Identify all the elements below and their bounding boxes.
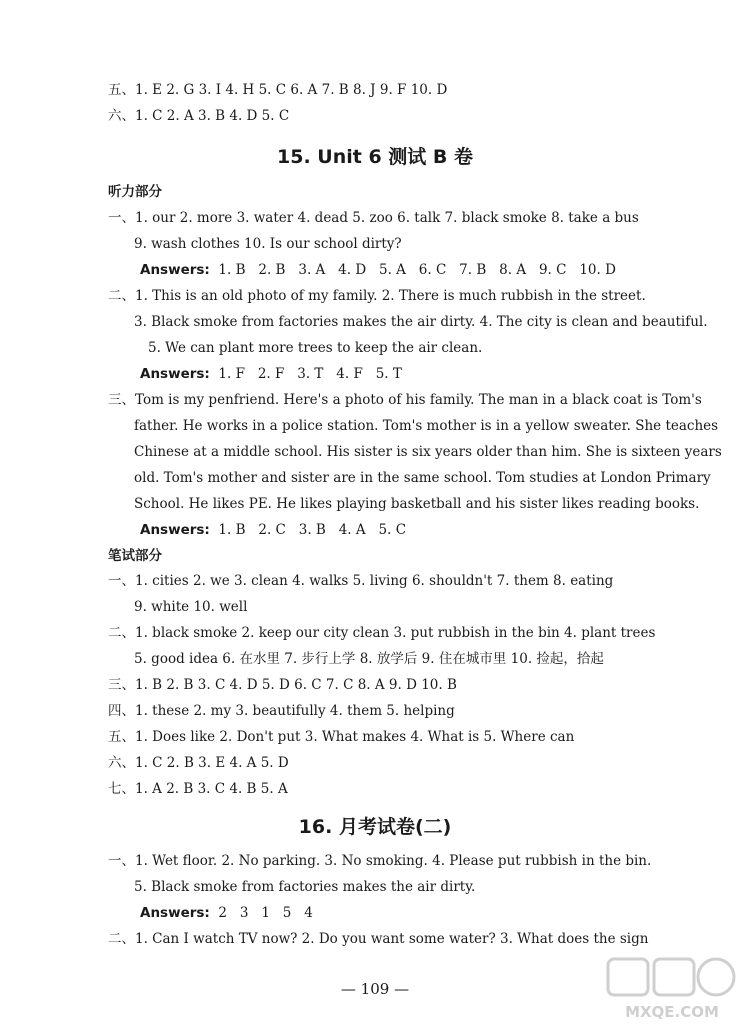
section-16-title: 16. 月考试卷(二) (298, 816, 452, 838)
answers-values: 1. B 2. B 3. A 4. D 5. A 6. C 7. B 8. A 9. C 10. D (214, 262, 616, 278)
answers-label: Answers: (140, 905, 210, 921)
listening-part-label: 听力部分 (108, 184, 162, 200)
section16-q1-answers (140, 905, 313, 921)
writing-q5-line: 五、1. Does like 2. Don't put 3. What makes 4. What is 5. Where can (108, 729, 575, 745)
listening-q2-line-cont: 3. Black smoke from factories makes the air dirty. 4. The city is clean and beautiful. (134, 314, 708, 330)
answers-label: Answers: (140, 522, 210, 538)
listening-q3-line-cont1: father. He works in a police station. Tom's mother is in a yellow sweater. She teaches (134, 418, 719, 434)
listening-q3-answers (140, 522, 406, 538)
section16-q1-line-cont: 5. Black smoke from factories makes the air dirty. (134, 879, 476, 895)
section16-q1-line: 一、1. Wet floor. 2. No parking. 3. No smoking. 4. Please put rubbish in the bin. (108, 853, 652, 869)
listening-q2-line: 二、1. This is an old photo of my family. 2. There is much rubbish in the street. (108, 288, 646, 304)
writing-q7-line: 七、1. A 2. B 3. C 4. B 5. A (108, 781, 288, 797)
watermark-text: MXQE.COM (625, 1003, 719, 1021)
watermark-logo (602, 955, 742, 1023)
section-15-title: 15. Unit 6 测试 B 卷 (277, 146, 473, 168)
answers-values: 1. F 2. F 3. T 4. F 5. T (214, 366, 402, 382)
listening-q3-line-cont3: old. Tom's mother and sister are in the same school. Tom studies at London Primary (134, 470, 711, 486)
listening-q3-line-cont2: Chinese at a middle school. His sister is six years older than him. She is sixteen years (134, 444, 722, 460)
writing-part-label: 笔试部分 (108, 548, 162, 564)
listening-q3-line: 三、Tom is my penfriend. Here's a photo of his family. The man in a black coat is Tom's (108, 392, 702, 408)
listening-q1-line: 一、1. our 2. more 3. water 4. dead 5. zoo 6. talk 7. black smoke 8. take a bus (108, 210, 639, 226)
answers-values: 1. B 2. C 3. B 4. A 5. C (214, 522, 407, 538)
listening-q2-line-cont2: 5. We can plant more trees to keep the air clean. (148, 340, 483, 356)
writing-q4-line: 四、1. these 2. my 3. beautifully 4. them 5. helping (108, 703, 455, 719)
page-number: — 109 — (340, 980, 410, 998)
writing-q3-line: 三、1. B 2. B 3. C 4. D 5. D 6. C 7. C 8. A 9. D 10. B (108, 677, 457, 693)
listening-q3-line-cont4: School. He likes PE. He likes playing basketball and his sister likes reading books. (134, 496, 700, 512)
answers-label: Answers: (140, 262, 210, 278)
writing-q6-line: 六、1. C 2. B 3. E 4. A 5. D (108, 755, 289, 771)
writing-q1-line-cont: 9. white 10. well (134, 599, 248, 615)
listening-q2-answers (140, 366, 402, 382)
writing-q1-line: 一、1. cities 2. we 3. clean 4. walks 5. living 6. shouldn't 7. them 8. eating (108, 573, 614, 589)
answer-line-5: 五、1. E 2. G 3. I 4. H 5. C 6. A 7. B 8. J 9. F 10. D (108, 82, 448, 98)
answers-label: Answers: (140, 366, 210, 382)
section16-q2-line: 二、1. Can I watch TV now? 2. Do you want some water? 3. What does the sign (108, 931, 649, 947)
answers-values: 2 3 1 5 4 (214, 905, 313, 921)
listening-q1-line-cont: 9. wash clothes 10. Is our school dirty? (134, 236, 402, 252)
answer-line-6: 六、1. C 2. A 3. B 4. D 5. C (108, 108, 290, 124)
writing-q2-line-cont: 5. good idea 6. 在水里 7. 步行上学 8. 放学后 9. 住在城市里 10. 捡起，拾起 (134, 651, 604, 667)
listening-q1-answers (140, 262, 616, 278)
writing-q2-line: 二、1. black smoke 2. keep our city clean 3. put rubbish in the bin 4. plant trees (108, 625, 656, 641)
